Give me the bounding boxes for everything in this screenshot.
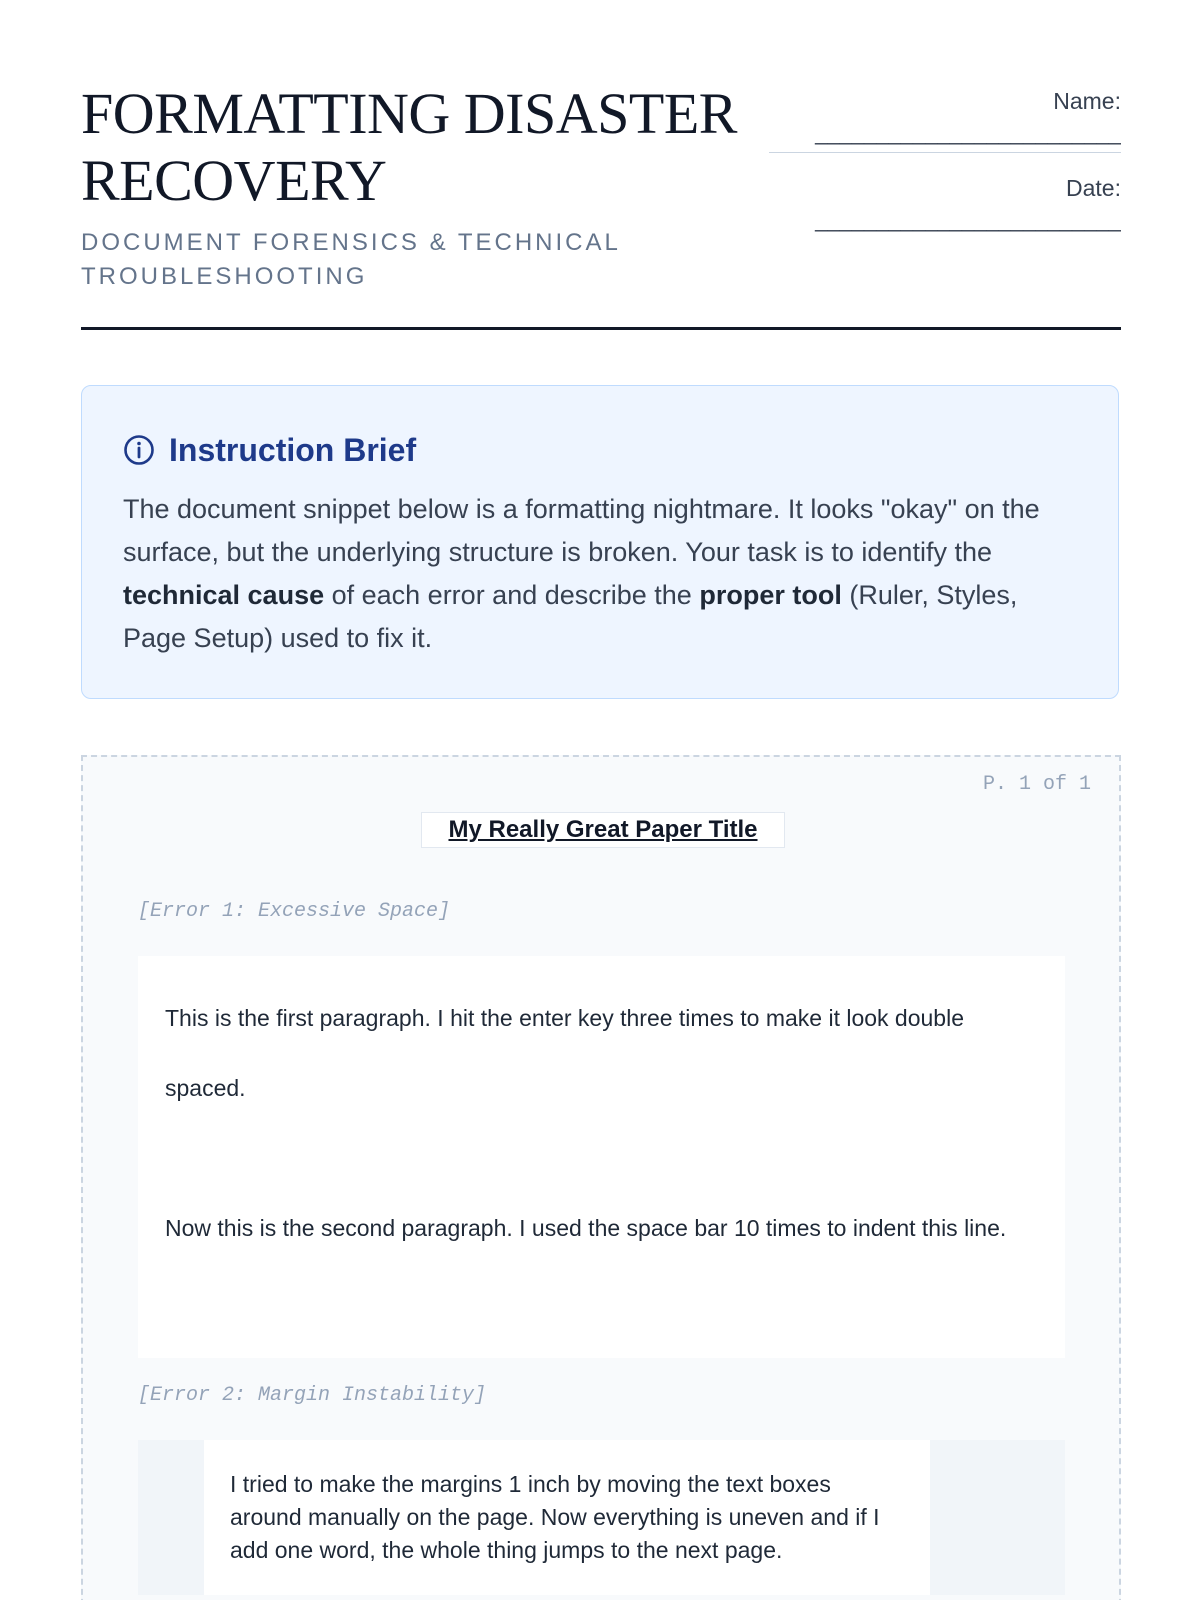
error-1-label: [Error 1: Excessive Space]: [138, 900, 451, 923]
error-1-sample: [138, 956, 1065, 1358]
title-line-1: FORMATTING DISASTER: [81, 81, 737, 146]
page-subtitle: [81, 226, 761, 294]
header-divider: [81, 327, 1121, 330]
error-1-paragraph-2: Now this is the second paragraph. I used the space bar 10 times to indent this line.: [165, 1215, 1007, 1241]
error-2-label: [Error 2: Margin Instability]: [138, 1384, 487, 1407]
brief-text: [123, 488, 1078, 660]
subtitle-line-1: DOCUMENT FORENSICS & TECHNICAL: [81, 229, 621, 256]
date-label: Date:: [1066, 175, 1121, 201]
doc-title: My Really Great Paper Title: [448, 816, 758, 843]
date-field[interactable]: [769, 171, 1121, 235]
name-blank-line[interactable]: _________________________: [769, 118, 1121, 153]
worksheet-header: [81, 80, 1121, 330]
brief-title: Instruction Brief: [169, 431, 417, 468]
error-2-sample: I tried to make the margins 1 inch by moving the text boxes around manually on the page. Now everything is uneven and if I add one word, the whole thing jumps to the next page.: [204, 1440, 930, 1595]
error-1-paragraph-1: This is the first paragraph. I hit the enter key three times to make it look double spaced.: [165, 1005, 965, 1101]
error-2-margin-area: [138, 1440, 1065, 1595]
brief-text-part-2: of each error and describe the: [324, 580, 700, 610]
subtitle-line-2: TROUBLESHOOTING: [81, 263, 368, 290]
instruction-brief: [81, 385, 1119, 699]
name-label: Name:: [1053, 88, 1121, 114]
date-blank-line[interactable]: _________________________: [815, 207, 1121, 232]
student-fields: [769, 84, 1121, 235]
brief-header: [123, 430, 1078, 470]
info-icon: [123, 434, 155, 466]
doc-title-box: [421, 812, 785, 848]
title-block: [81, 80, 761, 294]
name-field[interactable]: [769, 84, 1121, 153]
brief-bold-technical-cause: technical cause: [123, 580, 325, 610]
document-snippet: [81, 755, 1121, 1600]
title-line-2: RECOVERY: [81, 148, 387, 213]
brief-text-part-1: The document snippet below is a formatting nightmare. It looks "okay" on the surface, but the underlying structure is broken. Your task is to identify the: [123, 494, 1040, 567]
page-title: [81, 80, 761, 214]
page-number: P. 1 of 1: [982, 773, 1091, 796]
brief-bold-proper-tool: proper tool: [699, 580, 842, 610]
brief-text-part-3: (Ruler, Styles, Page Setup) used to fix it.: [123, 580, 1018, 653]
